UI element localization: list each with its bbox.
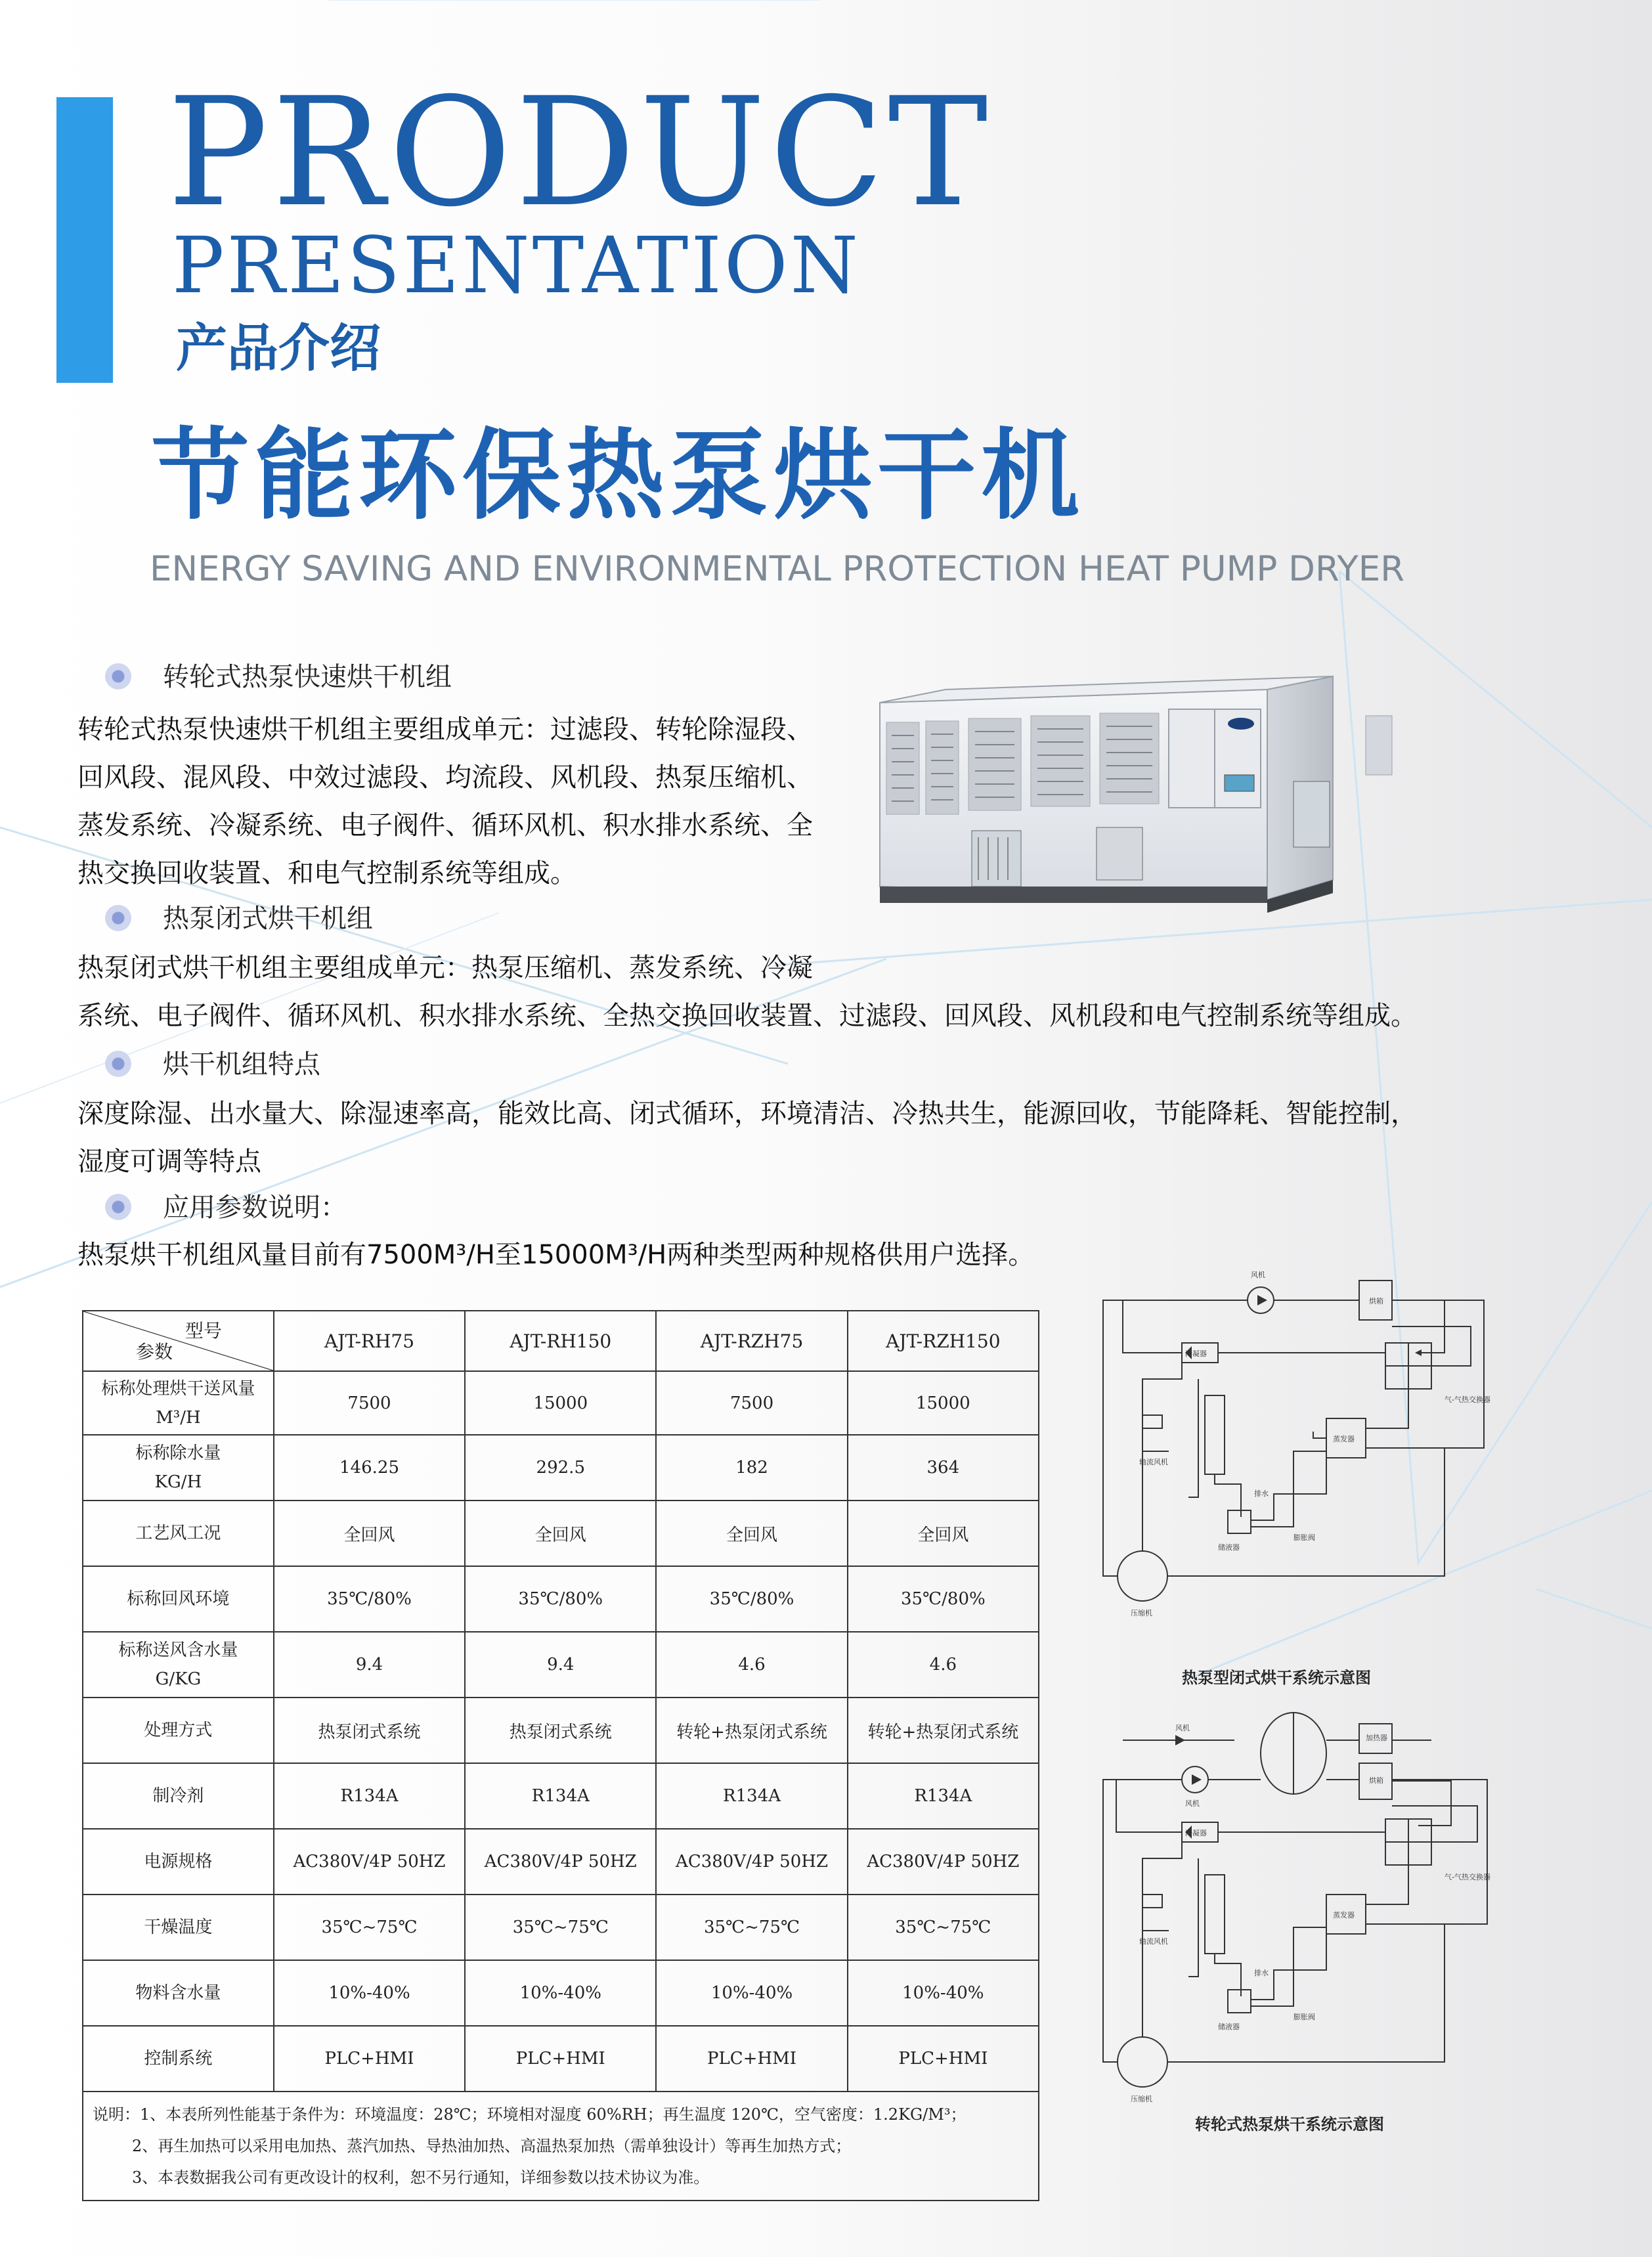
svg-text:冷凝器: 冷凝器 [1185,1349,1207,1358]
table-cell: R134A [848,1763,1039,1829]
section-text-params: 热泵烘干机组风量目前有7500M³/H至15000M³/H两种类型两种规格供用户选择。 [77,1240,1035,1270]
table-param-cell: 控制系统 [83,2026,274,2092]
table-row [83,1829,1039,1895]
section-heading-features: 烘干机组特点 [105,1051,320,1078]
section-text-wheel-dryer: 转轮式热泵快速烘干机组主要组成单元：过滤段、转轮除湿段、 回风段、混风段、中效过滤段、均流段、风机段、热泵压缩机、 蒸发系统、冷凝系统、电子阀件、循环风机、积水排水系统、全 热交换回收装置、和电气控制系统等组成。 [77,714,813,888]
table-row [83,1960,1039,2026]
svg-text:膨胀阀: 膨胀阀 [1293,1533,1315,1542]
product-name-en: ENERGY SAVING AND ENVIRONMENTAL PROTECTION HEAT PUMP DRYER [150,549,1405,589]
svg-text:冷凝器: 冷凝器 [1185,1829,1207,1837]
table-row [83,2026,1039,2092]
svg-text:储液器: 储液器 [1218,2023,1240,2031]
table-param-cell: 标称处理烘干送风量 M³/H [83,1371,274,1435]
bullet-icon [105,663,131,690]
table-param-cell: 标称除水量 KG/H [83,1435,274,1501]
svg-text:气-气热交换器: 气-气热交换器 [1445,1873,1490,1881]
svg-text:储液器: 储液器 [1218,1543,1240,1552]
table-param-cell: 制冷剂 [83,1763,274,1829]
table-cell: 4.6 [656,1632,847,1698]
table-row [83,1763,1039,1829]
svg-text:排水: 排水 [1254,1489,1269,1498]
title-cn: 产品介绍 [176,319,381,378]
table-cell: PLC+HMI [465,2026,656,2092]
svg-text:蒸发器: 蒸发器 [1333,1435,1355,1443]
bullet-icon [105,905,131,931]
table-row [83,1632,1039,1698]
table-cell: PLC+HMI [848,2026,1039,2092]
table-model-header: AJT-RZH75 [656,1311,847,1371]
svg-text:压缩机: 压缩机 [1131,1609,1152,1617]
table-cell: 35℃/80% [656,1566,847,1632]
svg-text:风机: 风机 [1175,1724,1190,1732]
table-cell: 热泵闭式系统 [274,1698,465,1763]
product-name-cn: 节能环保热泵烘干机 [151,419,1085,533]
svg-text:烘箱: 烘箱 [1369,1297,1383,1305]
table-cell: 182 [656,1435,847,1501]
svg-text:加热器: 加热器 [1366,1734,1387,1742]
table-cell: 热泵闭式系统 [465,1698,656,1763]
svg-text:压缩机: 压缩机 [1131,2095,1152,2103]
table-cell: 10%-40% [656,1960,847,2026]
table-cell: 9.4 [465,1632,656,1698]
table-cell: 全回风 [274,1501,465,1566]
svg-text:排水: 排水 [1254,1969,1269,1977]
table-cell: 10%-40% [274,1960,465,2026]
spec-table [82,1310,1039,2201]
svg-text:膨胀阀: 膨胀阀 [1293,2013,1315,2021]
table-cell: 7500 [656,1371,847,1435]
table-cell: R134A [465,1763,656,1829]
svg-text:风机: 风机 [1185,1799,1200,1808]
table-cell: R134A [656,1763,847,1829]
table-cell: PLC+HMI [656,2026,847,2092]
svg-text:轴流风机: 轴流风机 [1139,1937,1168,1946]
table-cell: AC380V/4P 50HZ [274,1829,465,1895]
table-row [83,1435,1039,1501]
table-cell: 15000 [848,1371,1039,1435]
table-cell: 全回风 [848,1501,1039,1566]
svg-text:气-气热交换器: 气-气热交换器 [1445,1395,1490,1404]
closed-system-caption: 热泵型闭式烘干系统示意图 [1182,1669,1371,1687]
heat-pump-dryer-image [873,663,1490,952]
table-cell: 4.6 [848,1632,1039,1698]
table-header-row [83,1311,1039,1371]
table-cell: 35℃/80% [274,1566,465,1632]
table-cell: 15000 [465,1371,656,1435]
table-cell: 292.5 [465,1435,656,1501]
table-cell: 35℃/80% [848,1566,1039,1632]
table-cell: 35℃~75℃ [848,1895,1039,1960]
table-cell: 全回风 [465,1501,656,1566]
section-heading-wheel-dryer: 转轮式热泵快速烘干机组 [105,663,452,690]
table-row [83,1698,1039,1763]
section-heading-closed-dryer: 热泵闭式烘干机组 [105,905,373,932]
section-text-closed-dryer: 热泵闭式烘干机组主要组成单元：热泵压缩机、蒸发系统、冷凝 系统、电子阀件、循环风机、积水排水系统、全热交换回收装置、过滤段、回风段、风机段和电气控制系统等组成。 [77,953,1417,1031]
table-cell: 35℃~75℃ [656,1895,847,1960]
svg-text:蒸发器: 蒸发器 [1333,1911,1355,1919]
table-row [83,1371,1039,1435]
wheel-system-caption: 转轮式热泵烘干系统示意图 [1195,2115,1384,2134]
table-cell: AC380V/4P 50HZ [656,1829,847,1895]
wheel-system-diagram [1077,1707,1536,2115]
svg-text:烘箱: 烘箱 [1369,1776,1383,1785]
svg-text:轴流风机: 轴流风机 [1139,1458,1168,1466]
table-cell: 10%-40% [465,1960,656,2026]
table-param-cell: 电源规格 [83,1829,274,1895]
table-param-cell: 标称回风环境 [83,1566,274,1632]
table-param-cell: 处理方式 [83,1698,274,1763]
table-corner-cell: 型号 参数 [83,1311,274,1371]
bullet-icon [105,1194,131,1220]
table-notes-row [83,2092,1039,2201]
table-model-header: AJT-RZH150 [848,1311,1039,1371]
table-cell: 35℃/80% [465,1566,656,1632]
table-cell: 35℃~75℃ [465,1895,656,1960]
table-row [83,1895,1039,1960]
title-product: PRODUCT [167,65,992,240]
table-cell: 转轮+热泵闭式系统 [848,1698,1039,1763]
accent-bar [56,97,113,383]
table-cell: AC380V/4P 50HZ [848,1829,1039,1895]
table-cell: 转轮+热泵闭式系统 [656,1698,847,1763]
table-model-header: AJT-RH75 [274,1311,465,1371]
table-row [83,1501,1039,1566]
title-presentation: PRESENTATION [172,220,861,311]
table-cell: 7500 [274,1371,465,1435]
svg-text:风机: 风机 [1251,1271,1265,1279]
table-param-cell: 标称送风含水量 G/KG [83,1632,274,1698]
table-param-cell: 工艺风工况 [83,1501,274,1566]
table-cell: R134A [274,1763,465,1829]
table-row [83,1566,1039,1632]
table-cell: 10%-40% [848,1960,1039,2026]
section-heading-params: 应用参数说明： [105,1194,347,1221]
table-cell: 146.25 [274,1435,465,1501]
table-cell: 全回风 [656,1501,847,1566]
bullet-icon [105,1051,131,1077]
table-cell: 35℃~75℃ [274,1895,465,1960]
table-param-cell: 物料含水量 [83,1960,274,2026]
table-param-cell: 干燥温度 [83,1895,274,1960]
closed-system-diagram [1077,1261,1536,1642]
table-model-header: AJT-RH150 [465,1311,656,1371]
table-cell: 364 [848,1435,1039,1501]
section-text-features: 深度除湿、出水量大、除湿速率高，能效比高、闭式循环，环境清洁、冷热共生，能源回收，节能降耗、智能控制， 湿度可调等特点 [77,1099,1417,1177]
table-cell: PLC+HMI [274,2026,465,2092]
table-cell: AC380V/4P 50HZ [465,1829,656,1895]
table-notes: 说明：1、本表所列性能基于条件为：环境温度：28℃；环境相对湿度 60%RH；再生温度 120℃，空气密度：1.2KG/M³； 2、再生加热可以采用电加热、蒸汽加热、导热油加热、高温热泵加热（需单独设计）等再生加热方式； 3、本表数据我公司有更改设计的权利，恕不另行通知，详细参数以技术协议为准。 [83,2092,1039,2201]
table-cell: 9.4 [274,1632,465,1698]
